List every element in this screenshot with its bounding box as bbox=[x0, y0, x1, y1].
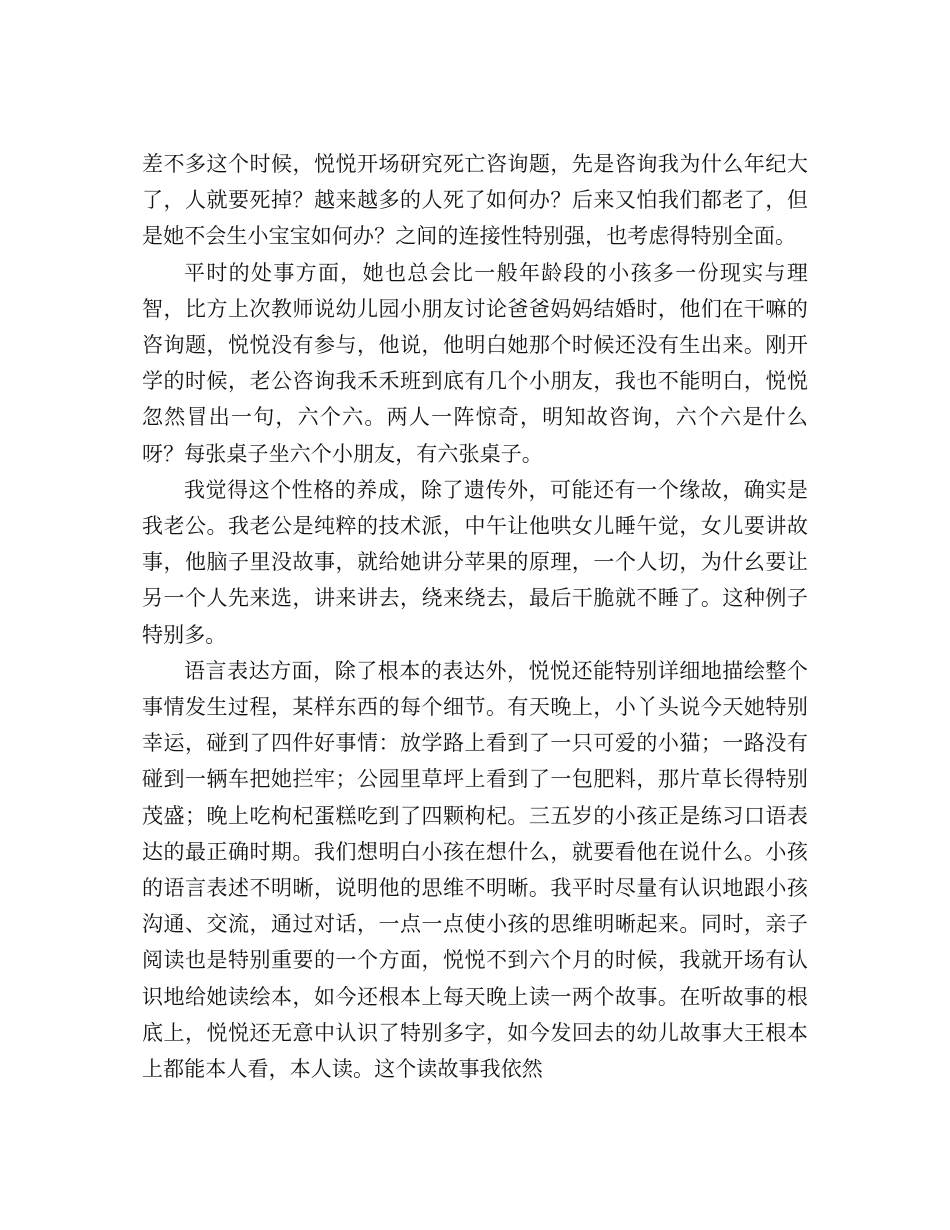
paragraph-2: 平时的处事方面，她也总会比一般年龄段的小孩多一份现实与理智，比方上次教师说幼儿园小朋友讨论爸爸妈妈结婚时，他们在干嘛的咨询题，悦悦没有参与，他说，他明白她那个时候还没有生出来。刚开学的时候，老公咨询我禾禾班到底有几个小朋友，我也不能明白，悦悦忽然冒出一句，六个六。两人一阵惊奇，明知故咨询，六个六是什么呀？每张桌子坐六个小朋友，有六张桌子。 bbox=[142, 260, 808, 466]
document-page bbox=[142, 146, 808, 1087]
paragraph-4: 语言表达方面，除了根本的表达外，悦悦还能特别详细地描绘整个事情发生过程，某样东西的每个细节。有天晚上，小丫头说今天她特别幸运，碰到了四件好事情：放学路上看到了一只可爱的小猫；一路没有碰到一辆车把她拦牢；公园里草坪上看到了一包肥料，那片草长得特别茂盛；晚上吃枸杞蛋糕吃到了四颗枸杞。三五岁的小孩正是练习口语表达的最正确时期。我们想明白小孩在想什么，就要看他在说什么。小孩的语言表述不明晰，说明他的思维不明晰。我平时尽量有认识地跟小孩沟通、交流，通过对话，一点一点使小孩的思维明晰起来。同时，亲子阅读也是特别重要的一个方面，悦悦不到六个月的时候，我就开场有认识地给她读绘本，如今还根本上每天晚上读一两个故事。在听故事的根底上，悦悦还无意中认识了特别多字，如今发回去的幼儿故事大王根本上都能本人看，本人读。这个读故事我依然 bbox=[142, 658, 808, 1082]
paragraph-1: 差不多这个时候，悦悦开场研究死亡咨询题，先是咨询我为什么年纪大了，人就要死掉？越来越多的人死了如何办？后来又怕我们都老了，但是她不会生小宝宝如何办？之间的连接性特别强，也考虑得特别全面。 bbox=[142, 152, 808, 249]
paragraph-3: 我觉得这个性格的养成，除了遗传外，可能还有一个缘故，确实是我老公。我老公是纯粹的技术派，中午让他哄女儿睡午觉，女儿要讲故事，他脑子里没故事，就给她讲分苹果的原理，一个人切，为什幺要让另一个人先来选，讲来讲去，绕来绕去，最后干脆就不睡了。这种例子特别多。 bbox=[142, 477, 808, 647]
